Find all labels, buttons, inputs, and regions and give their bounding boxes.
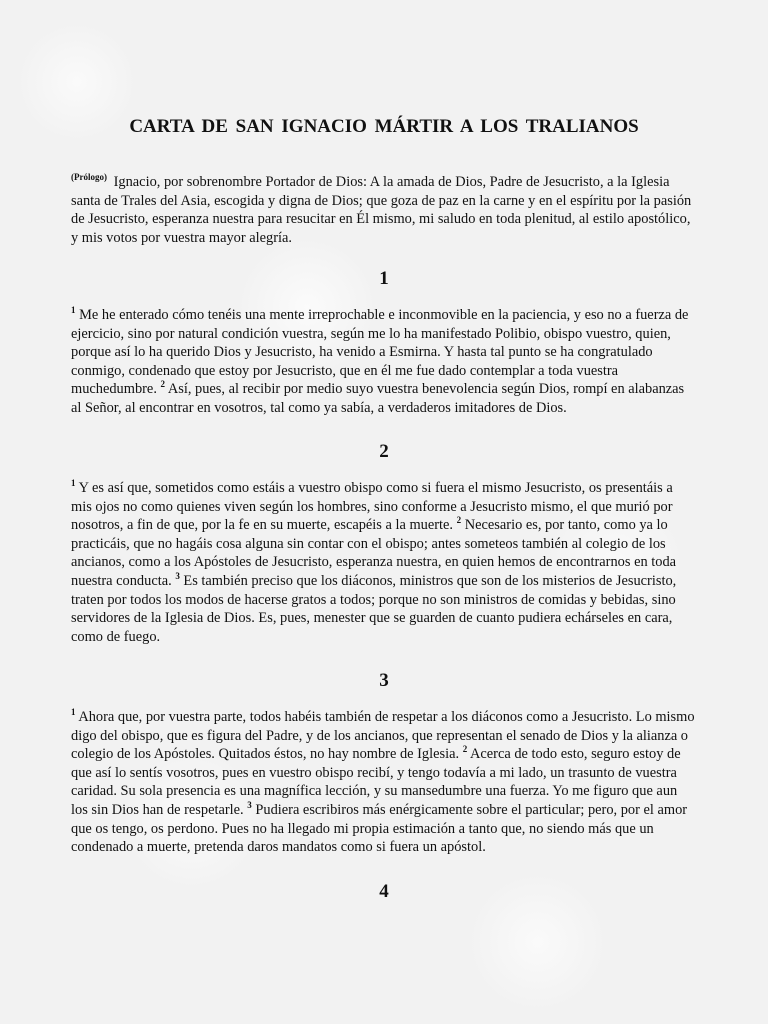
verse-text: Ahora que, por vuestra parte, todos habéis también de respetar a los diáconos como a Jesucristo. Lo mismo digo del obispo, que es figura del Padre, y de los ancianos, que representan el senado de Dios y la alianza o colegio de los Apóstoles. Quitados éstos, no hay nombre de Iglesia. [71,709,695,763]
chapter-number: 3 [379,670,389,691]
chapter-number: 4 [379,881,389,902]
verse-number: 2 [456,515,462,526]
chapter-paragraph [71,306,695,418]
verse-number: 3 [247,799,252,810]
verse-number: 2 [462,744,468,755]
verse-number: 3 [175,570,180,581]
verse-text: Y es así que, sometidos como estáis a vuestro obispo como si fuera el mismo Jesucristo, os presentáis a mis ojos no como quienes viven según los hombres, sino conforme a Jesucristo mismo, el que murió por nosotros, a fin de que, por la fe en su muerte, escapéis a la muerte. [71,480,673,534]
chapter-paragraph [71,479,695,646]
verse-text: Así, pues, al recibir por medio suyo vuestra benevolencia según Dios, rompí en alabanzas al Señor, al encontrar en vosotros, tal como ya sabía, a verdaderos imitadores de Dios. [71,381,685,416]
verse-number: 1 [71,478,76,488]
chapter-number: 2 [379,441,389,462]
verse-number: 1 [71,305,76,315]
prologue-label: (Prólogo) [71,172,107,182]
prologue-text: Ignacio, por sobrenombre Portador de Dios: A la amada de Dios, Padre de Jesucristo, a la Iglesia santa de Trales del Asia, escogida y digna de Dios; que goza de paz en la carne y en el espíritu por la pasión de Jesucristo, esperanza nuestra para resucitar en Él mismo, mi saludo en toda plenitud, al estilo apostólico, y mis votos por vuestra mayor alegría. [71,174,692,246]
chapter-paragraph [71,708,695,857]
verse-text: Necesario es, por tanto, como ya lo practicáis, que no hagáis cosa alguna sin contar con el obispo; antes someteos también al colegio de los ancianos, como a los Apóstoles de Jesucristo, esperanza nuestra, en quien hemos de encontrarnos en toda nuestra conducta. [71,517,677,589]
verse-text: Pudiera escribiros más enérgicamente sobre el particular; pero, por el amor que os tengo, os perdono. Pues no ha llegado mi propia estimación a tanto que, no siendo más que un condenado a muerte, pretenda daros mandatos como si fuera un apóstol. [71,801,688,856]
document-title: CARTA DE SAN IGNACIO MÁRTIR A LOS TRALIANOS [129,116,639,137]
verse-text: Acerca de todo esto, seguro estoy de que así lo sentís vosotros, pues en vuestro obispo recibí, y tengo todavía a mi lado, un trasunto de vuestra caridad. Su sola presencia es una magnífica lección, y su mansedumbre una fuerza. Yo me figuro que aun los sin Dios han de respetarle. [71,746,681,818]
verse-number: 2 [160,379,166,390]
prologue-paragraph [71,173,695,247]
verse-number: 1 [71,707,76,717]
verse-text: Me he enterado cómo tenéis una mente irreprochable e inconmovible en la paciencia, y eso no a fuerza de ejercicio, sino por natural condición vuestra, según me lo ha manifestado Polibio, obispo vuestro, quien, porque así lo ha querido Dios y Jesucristo, ha venido a Esmirna. Y hasta tal punto se ha congratulado conmigo, condenado que estoy por Jesucristo, que en él me fue dado contemplar a toda vuestra muchedumbre. [71,307,689,398]
chapter-number: 1 [379,268,389,289]
verse-text: Es también preciso que los diáconos, ministros que son de los misterios de Jesucristo, traten por todos los modos de hacerse gratos a todos; porque no son ministros de comidas y bebidas, sino servidores de la Iglesia de Dios. Es, pues, menester que se guarden de cuanto pudiera echárseles en cara, como de fuego. [71,572,677,645]
